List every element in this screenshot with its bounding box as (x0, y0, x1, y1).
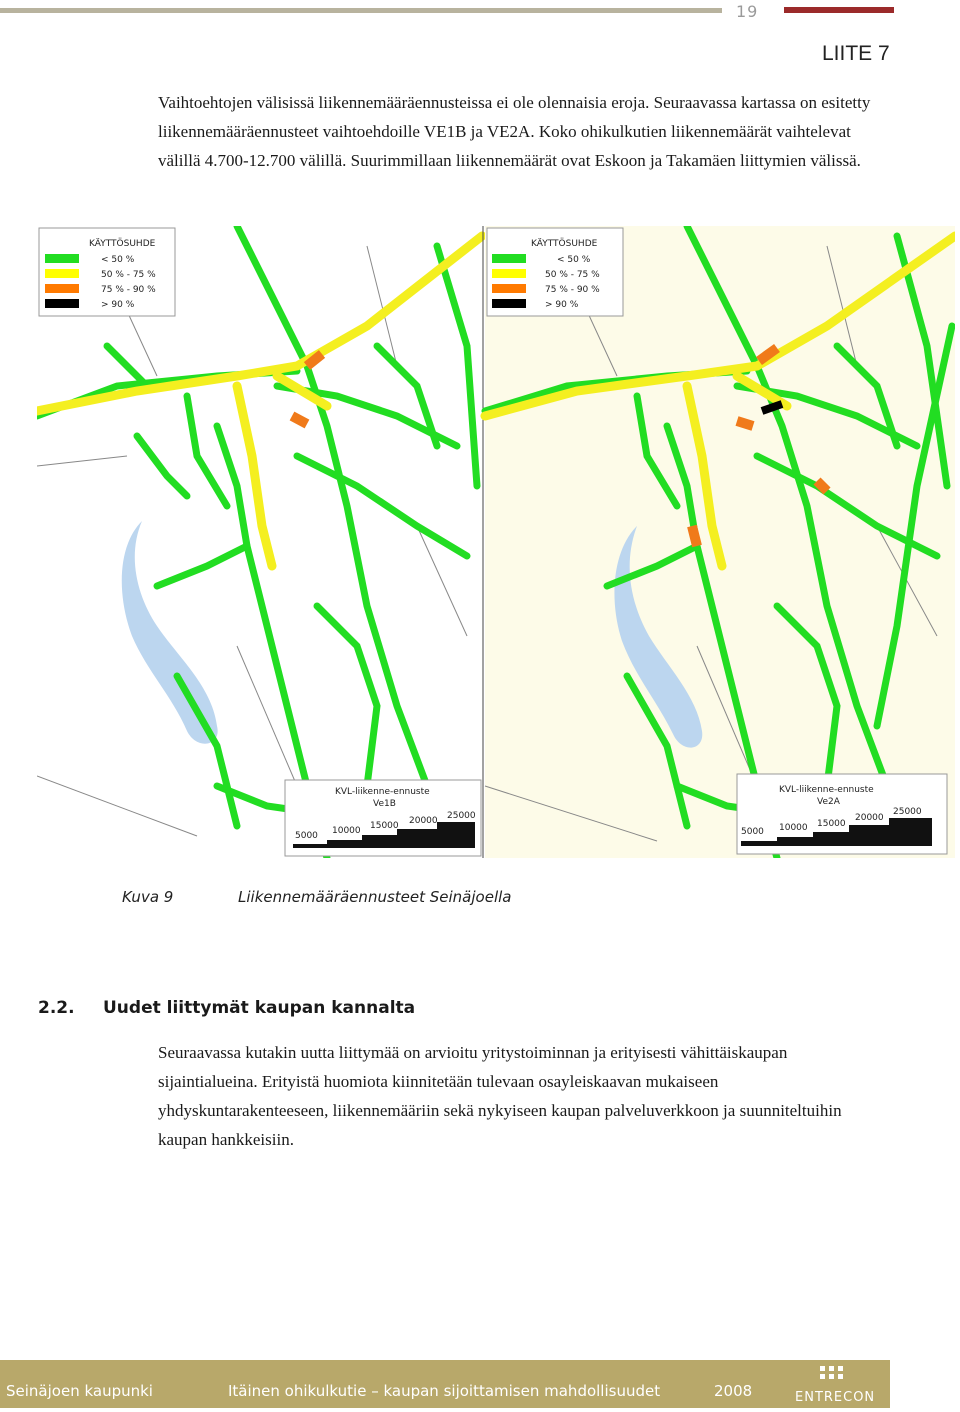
footer-year: 2008 (714, 1382, 753, 1400)
scale-value: 20000 (855, 813, 884, 823)
map-ve2a-scale-box (737, 774, 947, 854)
legend-swatch-black (492, 299, 526, 308)
legend-swatch-yellow (45, 269, 79, 278)
legend-label: > 90 % (545, 300, 579, 310)
header-rule-right (784, 7, 894, 13)
legend-title: KÄYTTÖSUHDE (531, 239, 598, 249)
figure-caption-text: Liikennemääräennusteet Seinäjoella (238, 888, 512, 906)
scale-value: 10000 (779, 823, 808, 833)
legend-swatch-orange (492, 284, 526, 293)
page-number: 19 (736, 2, 759, 21)
map-ve1b-scale-box (285, 780, 481, 856)
footer-document-title: Itäinen ohikulkutie – kaupan sijoittamisen mahdollisuudet (228, 1382, 661, 1400)
figure-caption-number: Kuva 9 (122, 888, 174, 906)
scale-value: 15000 (370, 821, 399, 831)
scale-value: 5000 (741, 827, 764, 837)
section-paragraph: Seuraavassa kutakin uutta liittymää on arvioitu yritystoiminnan ja erityisesti vähittäiskaupan sijaintialueina. Erityistä huomiota kiinnitetään tulevaan osayleiskaavan mukaiseen yhdyskuntarakenteeseen, liikennemääriin sekä nykyiseen kaupan palveluverkkoon ja suunniteltuihin kaupan hankkeisiin. (158, 1043, 842, 1149)
map-ve1b-legend-box (39, 228, 175, 316)
scale-variant: Ve1B (373, 799, 396, 809)
scale-value: 25000 (893, 807, 922, 817)
legend-label: 75 % - 90 % (101, 285, 156, 295)
footer-organization: Seinäjoen kaupunki (6, 1382, 153, 1400)
footer-bar (0, 1360, 890, 1408)
scale-value: 5000 (295, 831, 318, 841)
legend-label: > 90 % (101, 300, 135, 310)
header-rule-left (0, 8, 722, 13)
footer-brand: ENTRECON (795, 1390, 876, 1405)
section-number: 2.2. (38, 998, 75, 1018)
scale-value: 10000 (332, 826, 361, 836)
traffic-forecast-maps (37, 226, 955, 858)
scale-value: 25000 (447, 811, 476, 821)
scale-value: 20000 (409, 816, 438, 826)
legend-label: 50 % - 75 % (101, 270, 156, 280)
scale-value: 15000 (817, 819, 846, 829)
legend-title: KÄYTTÖSUHDE (89, 239, 156, 249)
scale-title: KVL-liikenne-ennuste (779, 785, 874, 795)
intro-paragraph: Vaihtoehtojen välisissä liikennemääräennusteissa ei ole olennaisia eroja. Seuraavassa kartassa on esitetty liikennemääräennusteet vaihtoehdoille VE1B ja VE2A. Koko ohikulkutien liikennemäärät vaihtelevat välillä 4.700-12.700 välillä. Suurimmillaan liikennemäärät ovat Eskoon ja Takamäen liittymien välissä. (158, 93, 871, 170)
legend-label: < 50 % (557, 255, 591, 265)
legend-swatch-green (492, 254, 526, 263)
entrecon-logo-icon (820, 1366, 844, 1388)
scale-title: KVL-liikenne-ennuste (335, 787, 430, 797)
map-ve1b (37, 226, 482, 858)
legend-swatch-black (45, 299, 79, 308)
map-ve2a-legend-box (487, 228, 623, 316)
map-ve2a (485, 226, 955, 858)
legend-label: 75 % - 90 % (545, 285, 600, 295)
legend-swatch-orange (45, 284, 79, 293)
legend-swatch-green (45, 254, 79, 263)
legend-label: < 50 % (101, 255, 135, 265)
section-title: Uudet liittymät kaupan kannalta (103, 998, 416, 1018)
legend-swatch-yellow (492, 269, 526, 278)
appendix-label: LIITE 7 (822, 42, 890, 65)
legend-label: 50 % - 75 % (545, 270, 600, 280)
scale-variant: Ve2A (817, 797, 840, 807)
